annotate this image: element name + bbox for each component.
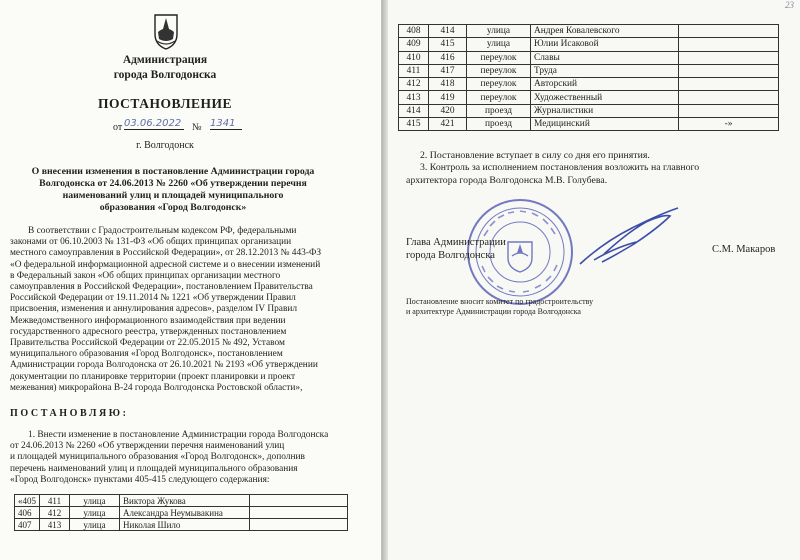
point-3-line1: 3. Контроль за исполнением постановления возложить на главного [420, 162, 700, 173]
table-cell [250, 495, 348, 507]
city-line: г. Волгодонск [136, 140, 194, 151]
table-cell [679, 64, 779, 77]
paragraph-line: законами от 06.10.2003 № 131-ФЗ «Об общих принципах организации [10, 237, 292, 248]
handwritten-number: 1341 [210, 118, 242, 130]
table-cell: -» [679, 118, 779, 131]
paragraph-line: «Город Волгодонск» пунктами 405-415 следующего содержания: [10, 474, 270, 485]
table-cell [679, 25, 779, 38]
paragraph-line: и площадей муниципального образования «Город Волгодонск», дополнив [10, 452, 305, 463]
table-cell: Виктора Жукова [120, 495, 250, 507]
table-cell [679, 38, 779, 51]
table-cell: переулок [467, 91, 531, 104]
table-row [399, 118, 779, 131]
paragraph-line: присвоения, изменения и аннулирования адресов», разделом IV Правил [10, 304, 298, 315]
point-3-line2: архитектора города Волгодонска М.В. Голубева. [406, 175, 608, 186]
table-cell: 413 [399, 91, 429, 104]
table-cell: переулок [467, 51, 531, 64]
decree-title-line: Волгодонска от 24.06.2013 № 2260 «Об утверждении перечня [39, 178, 307, 189]
table-cell: улица [467, 25, 531, 38]
table-cell: «405 [15, 495, 40, 507]
table-cell: Александра Неумывакина [120, 507, 250, 519]
table-cell: 410 [399, 51, 429, 64]
paragraph-line: перечень наименований улиц и площадей муниципального образования [10, 463, 298, 474]
paragraph-line: В соответствии с Градостроительным кодексом РФ, федеральными [28, 226, 297, 236]
table-cell: 419 [429, 91, 467, 104]
table-cell: проезд [467, 118, 531, 131]
paragraph-line: межевания) микрорайона В-24 города Волгодонска Ростовской области», [10, 382, 303, 393]
table-row [15, 495, 348, 507]
table-cell: улица [70, 507, 120, 519]
table-cell: переулок [467, 64, 531, 77]
table-cell: 406 [15, 507, 40, 519]
head-title-line2: города Волгодонска [406, 250, 495, 261]
table-cell: 411 [399, 64, 429, 77]
table-cell: улица [70, 519, 120, 531]
paragraph-line: государственного адресного реестра, утвержденных постановлением [10, 326, 287, 337]
admin-name-line1: Администрация [122, 54, 208, 66]
decree-heading: ПОСТАНОВЛЕНИЕ [97, 96, 233, 111]
table-row [399, 78, 779, 91]
paragraph-line: Российской Федерации от 19.11.2014 № 1221 «Об утверждении Правил [10, 293, 296, 304]
signature-mark [574, 202, 686, 272]
table-cell: 420 [429, 104, 467, 117]
table-cell: проезд [467, 104, 531, 117]
paragraph-line: «О федеральной информационной адресной системе и о внесении изменений [10, 259, 321, 270]
right-page [388, 0, 800, 560]
table-cell: 412 [40, 507, 70, 519]
table-cell [250, 519, 348, 531]
table-cell: Славы [531, 51, 679, 64]
handwritten-date: 03.06.2022 [124, 118, 184, 130]
table-row [399, 104, 779, 117]
table-cell: 411 [40, 495, 70, 507]
paragraph-line: документации по планировке территории (проект планировки и проект [10, 371, 296, 382]
table-cell: Медицинский [531, 118, 679, 131]
table-cell: 417 [429, 64, 467, 77]
table-row [15, 507, 348, 519]
table-row [399, 38, 779, 51]
table-cell: Труда [531, 64, 679, 77]
table-cell [250, 507, 348, 519]
table-cell: 418 [429, 78, 467, 91]
table-cell [679, 104, 779, 117]
date-prefix: от [113, 122, 123, 133]
table-cell: 407 [15, 519, 40, 531]
table-row [399, 64, 779, 77]
point-2: 2. Постановление вступает в силу со дня его принятия. [420, 150, 650, 161]
table-row [15, 519, 348, 531]
paragraph-line: самоуправления в Российской Федерации», постановлением Правительства [10, 282, 313, 292]
table-cell [679, 51, 779, 64]
submitted-by-note-line2: и архитектуре Администрации города Волгодонска [406, 307, 581, 316]
table-cell: 413 [40, 519, 70, 531]
table-cell: 414 [429, 25, 467, 38]
table-cell: 416 [429, 51, 467, 64]
table-row [399, 91, 779, 104]
table-cell: Авторский [531, 78, 679, 91]
table-cell: 408 [399, 25, 429, 38]
resolve-heading: ПОСТАНОВЛЯЮ: [10, 408, 129, 419]
corner-page-mark: 23 [785, 0, 794, 10]
coat-of-arms-icon [151, 12, 181, 50]
decree-title-line: наименований улиц и площадей муниципального [62, 190, 284, 201]
table-cell: Юлии Исаковой [531, 38, 679, 51]
table-cell: Художественный [531, 91, 679, 104]
decree-title-line: О внесении изменения в постановление Администрации города [31, 166, 315, 177]
admin-name-line2: города Волгодонска [113, 69, 217, 81]
number-sign: № [192, 122, 202, 133]
table-cell: Андрея Ковалевского [531, 25, 679, 38]
paragraph-line: в Федеральный закон «Об общих принципах организации местного [10, 270, 281, 281]
paragraph-line: от 24.06.2013 № 2260 «Об утверждении перечня наименований улиц [10, 441, 285, 452]
table-cell: 415 [399, 118, 429, 131]
table-cell: улица [70, 495, 120, 507]
table-cell: переулок [467, 78, 531, 91]
table-cell: 409 [399, 38, 429, 51]
submitted-by-note-line1: Постановление вносит комитет по градостроительству [406, 297, 594, 306]
table-cell: Журналистики [531, 104, 679, 117]
table-cell: 414 [399, 104, 429, 117]
paragraph-line: Межведомственного информационного взаимодействия при ведении [10, 315, 286, 326]
head-title-line1: Глава Администрации [406, 237, 506, 248]
head-name: С.М. Макаров [712, 244, 776, 255]
table-cell: улица [467, 38, 531, 51]
table-cell: 412 [399, 78, 429, 91]
decree-title-line: образования «Город Волгодонск» [99, 202, 247, 213]
paragraph-line: местного самоуправления в Российской Федерации», от 28.12.2013 № 443-ФЗ [10, 248, 322, 259]
paragraph-line: муниципального образования «Город Волгодонск», постановлением [10, 349, 283, 360]
paragraph-line: Правительства Российской Федерации от 22.05.2015 № 492, Уставом [10, 338, 285, 348]
table-cell [679, 91, 779, 104]
table-row [399, 51, 779, 64]
table-cell: Николая Шило [120, 519, 250, 531]
paragraph-line: Администрации города Волгодонска от 26.10.2021 № 2193 «Об утверждении [10, 360, 318, 371]
table-cell [679, 78, 779, 91]
table-cell: 421 [429, 118, 467, 131]
table-cell: 415 [429, 38, 467, 51]
table-row [399, 25, 779, 38]
streets-table-right [398, 24, 779, 131]
streets-table-left [14, 494, 348, 531]
paragraph-line: 1. Внести изменение в постановление Администрации города Волгодонска [28, 430, 329, 440]
left-page [0, 0, 382, 560]
